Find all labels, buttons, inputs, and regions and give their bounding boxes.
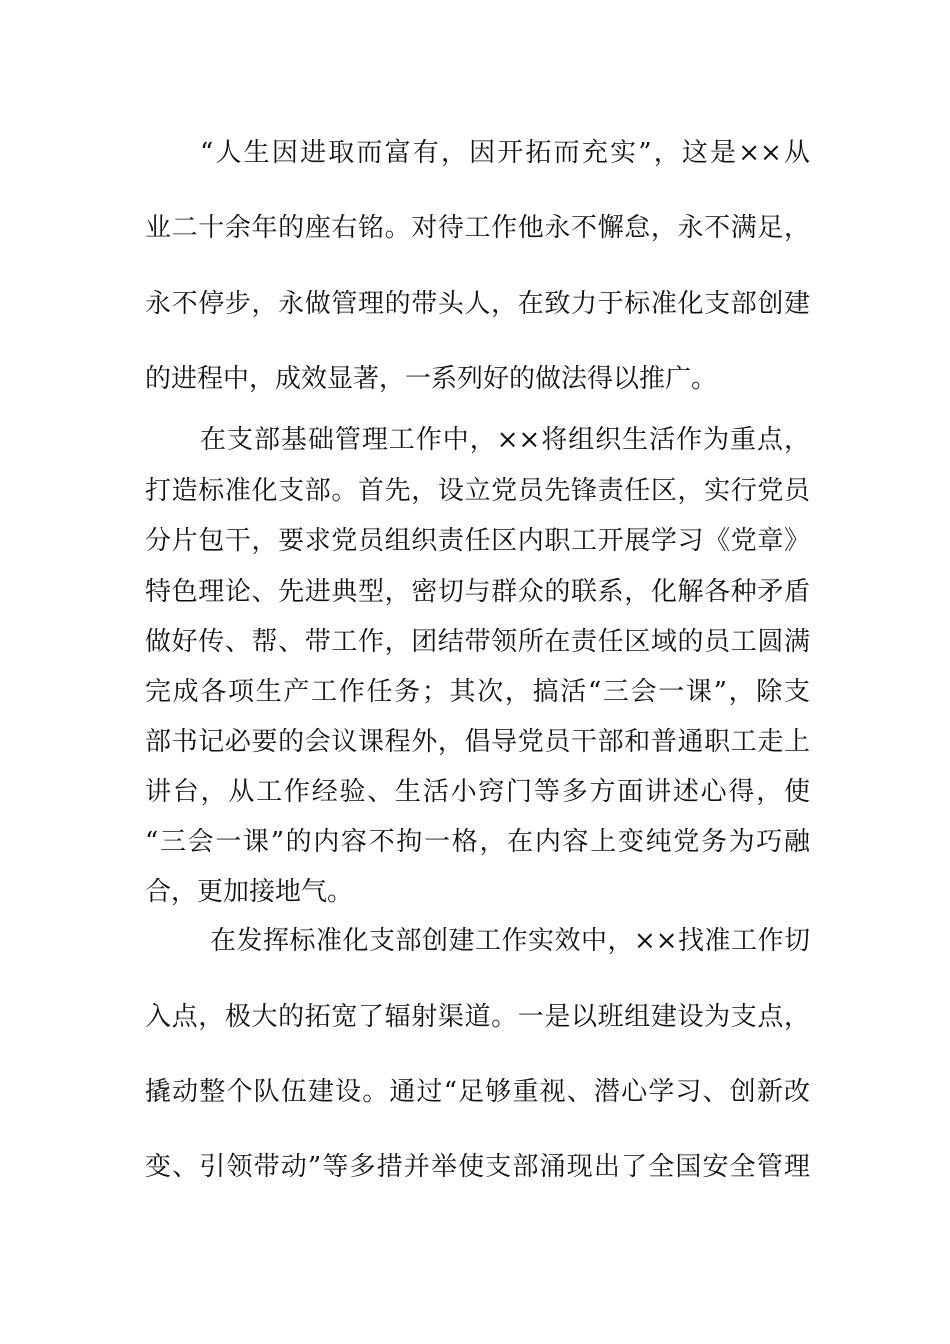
paragraph-2-line-5: 做好传、帮、带工作，团结带领所在责任区域的员工圆满	[145, 627, 810, 657]
paragraph-2-line-3: 分片包干，要求党员组织责任区内职工开展学习《党章》	[145, 526, 810, 556]
paragraph-3-line-4: 变、引领带动”等多措并举使支部涌现出了全国安全管理	[145, 1152, 810, 1182]
paragraph-2-line-10: 合，更加接地气。	[145, 877, 354, 907]
paragraph-1-line-1: “人生因进取而富有，因开拓而充实”，这是××从	[200, 138, 810, 168]
paragraph-2-line-1: 在支部基础管理工作中，××将组织生活作为重点，	[200, 425, 810, 455]
paragraph-3-line-1: 在发挥标准化支部创建工作实效中，××找准工作切	[210, 926, 810, 956]
paragraph-1-line-4: 的进程中，成效显著，一系列好的做法得以推广。	[145, 364, 718, 394]
paragraph-1-line-2: 业二十余年的座右铭。对待工作他永不懈怠，永不满足，	[145, 213, 810, 243]
paragraph-2-line-9: “三会一课”的内容不拘一格，在内容上变纯党务为巧融	[145, 827, 810, 857]
paragraph-2-line-2: 打造标准化支部。首先，设立党员先锋责任区，实行党员	[145, 476, 810, 506]
paragraph-1-line-3: 永不停步，永做管理的带头人，在致力于标准化支部创建	[145, 289, 810, 319]
paragraph-3-line-2: 入点，极大的拓宽了辐射渠道。一是以班组建设为支点，	[145, 1002, 810, 1032]
paragraph-3-line-3: 撬动整个队伍建设。通过“足够重视、潜心学习、创新改	[145, 1077, 810, 1107]
paragraph-2-line-8: 讲台，从工作经验、生活小窍门等多方面讲述心得，使	[145, 777, 810, 807]
paragraph-2-line-6: 完成各项生产工作任务；其次，搞活“三会一课”，除支	[145, 677, 810, 707]
paragraph-2-line-7: 部书记必要的会议课程外，倡导党员干部和普通职工走上	[145, 727, 810, 757]
paragraph-2-line-4: 特色理论、先进典型，密切与群众的联系，化解各种矛盾	[145, 577, 810, 607]
